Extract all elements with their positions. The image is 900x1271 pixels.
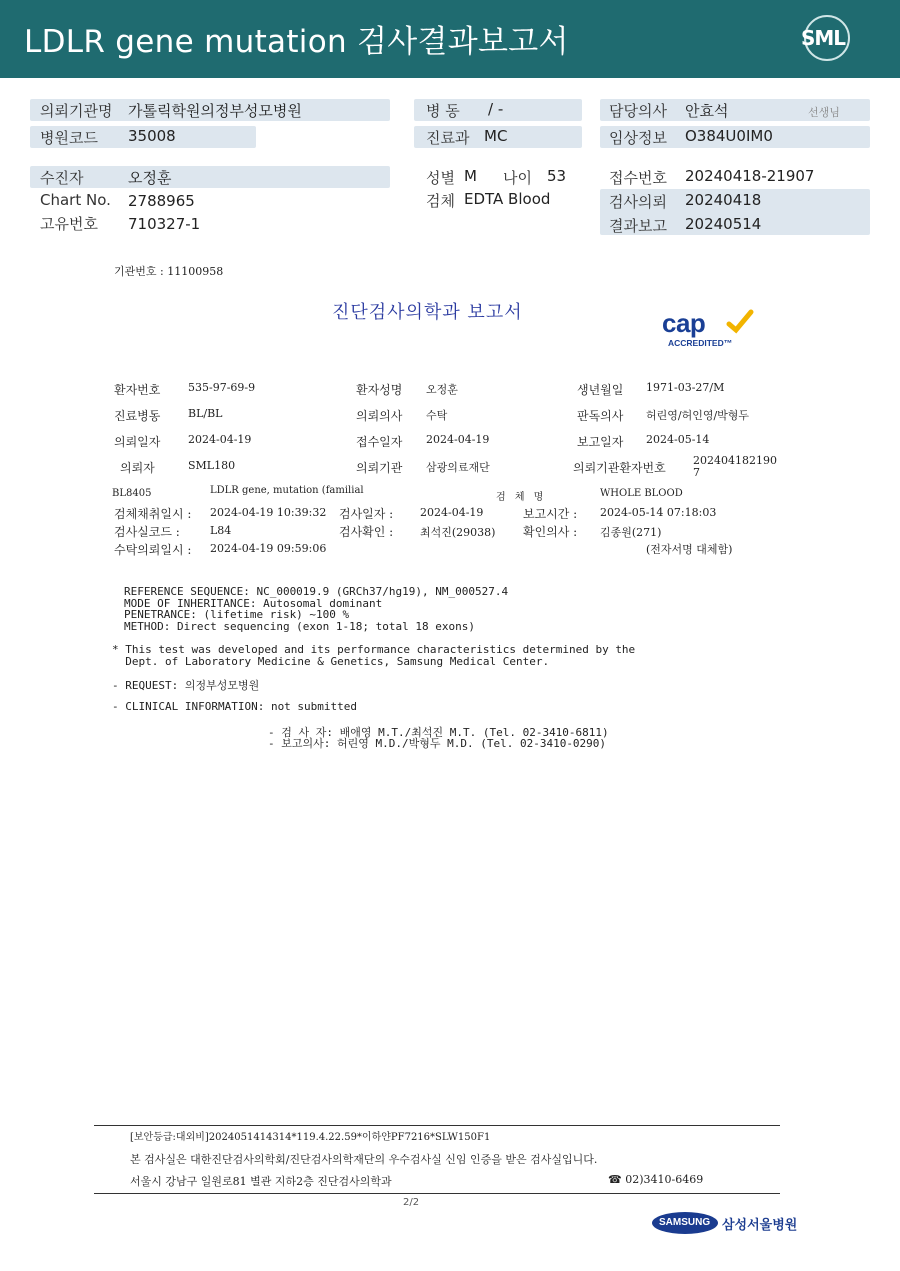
patient-bar bbox=[30, 166, 390, 188]
test-name: LDLR gene, mutation (familial bbox=[210, 485, 364, 496]
page-number: 2/2 bbox=[403, 1197, 420, 1208]
requested-value: 20240418 bbox=[685, 191, 762, 209]
patient-value: 오정훈 bbox=[128, 169, 172, 187]
accession-value: 20240418-21907 bbox=[685, 167, 815, 185]
penetrance-line: PENETRANCE: (lifetime risk) ~100 % bbox=[124, 608, 350, 621]
hospital-name: 삼성서울병원 bbox=[722, 1218, 798, 1233]
confirm-label: 검사확인 : bbox=[339, 525, 394, 539]
info-row-3-col-4: 의뢰기관환자번호 bbox=[573, 461, 666, 475]
sml-logo-icon bbox=[798, 12, 854, 68]
labcode-value: L84 bbox=[210, 524, 232, 537]
info-row-3-col-0: 의뢰자 bbox=[120, 461, 155, 475]
info-row-3-col-5: 202404182190 7 bbox=[693, 454, 777, 479]
chart-label: Chart No. bbox=[40, 191, 111, 209]
sex-label: 성별 bbox=[426, 169, 455, 187]
requester-value: 가톨릭학원의정부성모병원 bbox=[128, 102, 302, 120]
clinical-label: 임상정보 bbox=[609, 129, 667, 147]
reported-value: 20240514 bbox=[685, 215, 762, 233]
reporttime-label: 보고시간 : bbox=[523, 507, 578, 521]
specimen-name-value: WHOLE BLOOD bbox=[600, 488, 683, 499]
institution-number: 기관번호 : 11100958 bbox=[114, 265, 224, 278]
ward-label: 병 동 bbox=[426, 102, 460, 120]
info-row-0-col-0: 환자번호 bbox=[114, 383, 161, 397]
info-row-2-col-5: 2024-05-14 bbox=[646, 433, 710, 446]
info-row-3-col-3: 삼광의료재단 bbox=[426, 461, 490, 474]
confirmdoc-label: 확인의사 : bbox=[523, 525, 578, 539]
info-row-1-col-1: BL/BL bbox=[188, 407, 223, 420]
note-line-2: Dept. of Laboratory Medicine & Genetics, Samsung Medical Center. bbox=[112, 655, 550, 668]
cap-check-icon bbox=[726, 308, 754, 334]
confirmdoc-value: 김종원(271) bbox=[600, 526, 662, 539]
uid-label: 고유번호 bbox=[40, 215, 98, 233]
clinical-info-line: - CLINICAL INFORMATION: not submitted bbox=[112, 700, 358, 713]
info-row-0-col-4: 생년월일 bbox=[577, 383, 624, 397]
info-row-0-col-5: 1971-03-27/M bbox=[646, 381, 725, 394]
chart-value: 2788965 bbox=[128, 192, 195, 210]
security-line: [보안등급:대외비]2024051414314*119.4.22.59*이하얀PF7216*SLW150F1 bbox=[130, 1132, 491, 1143]
info-row-1-col-4: 판독의사 bbox=[577, 409, 624, 423]
tester-line: - 검 사 자: 배애영 M.T./최석진 M.T. (Tel. 02-3410-6811) bbox=[268, 726, 609, 739]
info-row-2-col-0: 의뢰일자 bbox=[114, 435, 161, 449]
request-line: - REQUEST: 의정부성모병원 bbox=[112, 679, 260, 692]
confirm-value: 최석진(29038) bbox=[420, 526, 496, 539]
info-row-1-col-3: 수탁 bbox=[426, 409, 448, 422]
hospcode-value: 35008 bbox=[128, 127, 176, 145]
reporter-line: - 보고의사: 허린영 M.D./박형두 M.D. (Tel. 02-3410-0290) bbox=[268, 737, 607, 750]
labcode-label: 검사실코드 : bbox=[114, 525, 180, 539]
doctor-label: 담당의사 bbox=[609, 102, 667, 120]
samsung-logo-icon bbox=[652, 1212, 718, 1234]
footer-top-rule bbox=[94, 1125, 780, 1126]
specimen-label: 검체 bbox=[426, 192, 455, 210]
method-line: METHOD: Direct sequencing (exon 1-18; total 18 exons) bbox=[124, 619, 475, 633]
reporttime-value: 2024-05-14 07:18:03 bbox=[600, 506, 717, 519]
collect-value: 2024-04-19 10:39:32 bbox=[210, 506, 327, 519]
requester-label: 의뢰기관명 bbox=[40, 102, 113, 120]
report-title: LDLR gene mutation 검사결과보고서 bbox=[24, 24, 569, 60]
requested-label: 검사의뢰 bbox=[609, 193, 667, 211]
lab-report-title: 진단검사의학과 보고서 bbox=[332, 302, 523, 323]
specimen-name-label: 검 체 명 bbox=[496, 492, 547, 503]
footer-bottom-rule bbox=[94, 1193, 780, 1194]
phone-line: ☎ 02)3410-6469 bbox=[608, 1173, 704, 1186]
doctor-value: 안효석 bbox=[685, 102, 729, 120]
ward-value: / - bbox=[488, 100, 504, 118]
info-row-0-col-2: 환자성명 bbox=[356, 383, 403, 397]
reported-label: 결과보고 bbox=[609, 217, 667, 235]
info-row-3-col-1: SML180 bbox=[188, 459, 236, 472]
testdate-value: 2024-04-19 bbox=[420, 506, 484, 519]
dept-value: MC bbox=[484, 127, 508, 145]
sml-logo-text: SML bbox=[801, 26, 846, 50]
dept-label: 진료과 bbox=[426, 129, 470, 147]
accession-label: 접수번호 bbox=[609, 169, 667, 187]
esign-note: (전자서명 대체함) bbox=[646, 543, 733, 556]
specimen-value: EDTA Blood bbox=[464, 190, 551, 208]
info-row-1-col-0: 진료병동 bbox=[114, 409, 161, 423]
certification-line: 본 검사실은 대한진단검사의학회/진단검사의학재단의 우수검사실 신임 인증을 받은 검사실입니다. bbox=[130, 1153, 598, 1166]
inheritance-line: MODE OF INHERITANCE: Autosomal dominant bbox=[124, 596, 383, 610]
uid-value: 710327-1 bbox=[128, 215, 201, 233]
cap-accredited-text: ACCREDITED™ bbox=[668, 338, 733, 348]
testdate-label: 검사일자 : bbox=[339, 507, 394, 521]
info-row-0-col-1: 535-97-69-9 bbox=[188, 381, 256, 394]
hospcode-label: 병원코드 bbox=[40, 129, 98, 147]
method-block bbox=[124, 586, 508, 632]
info-row-1-col-5: 허린영/허인영/박형두 bbox=[646, 409, 750, 422]
info-row-3-col-2: 의뢰기관 bbox=[356, 461, 403, 475]
info-row-2-col-2: 접수일자 bbox=[356, 435, 403, 449]
contract-value: 2024-04-19 09:59:06 bbox=[210, 542, 327, 555]
info-row-1-col-2: 의뢰의사 bbox=[356, 409, 403, 423]
age-value: 53 bbox=[547, 167, 567, 185]
contract-label: 수탁의뢰일시 : bbox=[114, 543, 192, 557]
report-header bbox=[0, 0, 900, 78]
sex-value: M bbox=[464, 167, 477, 185]
clinical-value: O384U0IM0 bbox=[685, 127, 773, 145]
cap-logo-text: cap bbox=[662, 308, 706, 338]
cap-accredited-logo bbox=[660, 306, 760, 350]
info-row-2-col-4: 보고일자 bbox=[577, 435, 624, 449]
samsung-logo-text: SAMSUNG bbox=[659, 1217, 711, 1228]
address-line: 서울시 강남구 일원로81 별관 지하2층 진단검사의학과 bbox=[130, 1175, 392, 1188]
info-row-2-col-1: 2024-04-19 bbox=[188, 433, 252, 446]
ref-sequence-line: REFERENCE SEQUENCE: NC_000019.9 (GRCh37/hg19), NM_000527.4 bbox=[124, 585, 509, 598]
doctor-suffix: 선생님 bbox=[808, 106, 840, 119]
collect-label: 검체채취일시 : bbox=[114, 507, 192, 521]
test-code: BL8405 bbox=[112, 488, 152, 499]
info-row-2-col-3: 2024-04-19 bbox=[426, 433, 490, 446]
patient-label: 수진자 bbox=[40, 169, 84, 187]
info-row-0-col-3: 오정훈 bbox=[426, 383, 458, 396]
age-label: 나이 bbox=[503, 169, 532, 187]
note-line-1: * This test was developed and its performance characteristics determined by the bbox=[112, 643, 636, 656]
